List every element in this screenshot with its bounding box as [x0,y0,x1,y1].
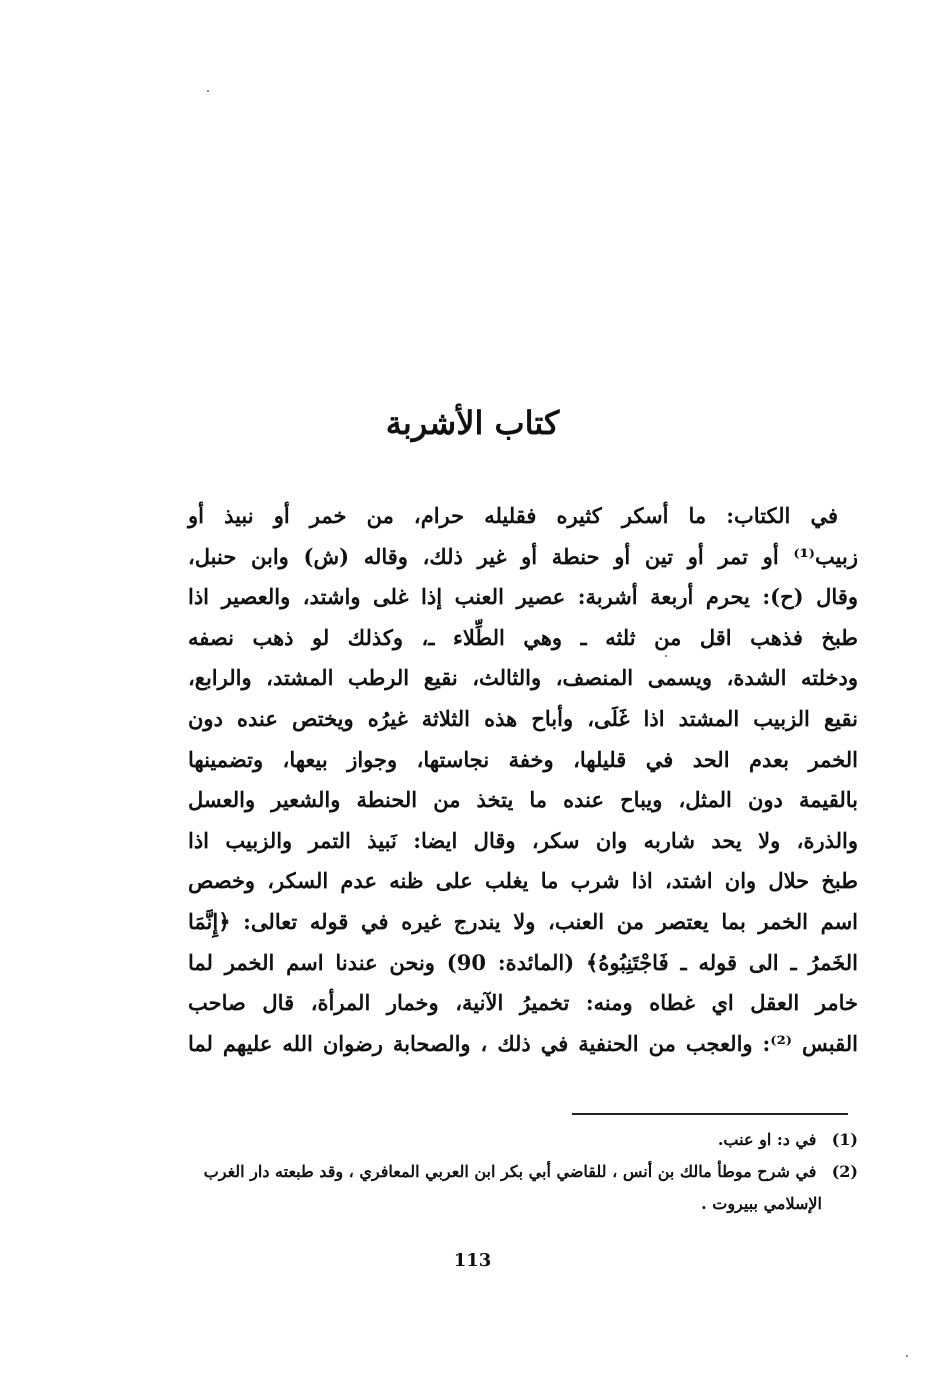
body-line: القبس ⁽²⁾: والعجب من الحنفية في ذلك ، والصحابة رضوان الله عليهم لما [188,1030,858,1056]
footnote-2 [176,1156,858,1188]
body-line: طبخ حلال وان اشتد، اذا شرب ما يغلب على ظنه عدم السكر، وخصص [188,868,858,894]
scan-speck [207,90,209,92]
footnote-text: في شرح موطأ مالك بن أنس ، للقاضي أبي بكر ابن العربي المعافري ، وقد طبعته دار الغرب [203,1162,817,1181]
footnote-number: (2) [831,1162,858,1181]
body-line: الخَمرُ ـ الى قوله ـ فَاجْتَنِبُوهُ﴾ (المائدة: 90) ونحن عندنا اسم الخمر لما [188,949,858,975]
footnote-divider [572,1113,848,1115]
body-line: ودخلته الشدة، ويسمى المنصف، والثالث، نقيع الرطب المشتد، والرابع، [188,665,858,691]
body-line: والذرة، ولا يحد شاربه وان سكر، وقال ايضا: نَبيذ التمر والزبيب اذا [188,827,858,853]
body-line: في الكتاب: ما أسكر كثيره فقليله حرام، من خمر أو نبيذ أو [188,503,838,528]
body-line: زبيب⁽¹⁾ أو تمر أو تين أو حنطة أو غير ذلك، وقاله (ش) وابن حنبل، [188,543,858,569]
body-line: طبخ فذهب اقل من ثلثه ـ وهي الطِّلاء ـ، وكذلك لو ذهب نصفه [188,624,858,650]
footnotes [176,1124,858,1220]
chapter-title: كتاب الأشربة [385,404,560,442]
body-line: نقيع الزبيب المشتد اذا غَلَى، وأباح هذه الثلاثة غيرُه ويختص عنده دون [188,705,858,731]
body-line: اسم الخمر بما يعتصر من العنب، ولا يندرج غيره في قوله تعالى: ﴿إِنَّمَا [188,908,858,934]
footnote-text: في د: او عنب. [717,1130,817,1149]
scan-speck [906,1355,908,1357]
footnote-number: (1) [831,1130,858,1149]
footnote-continuation: الإسلامي ببيروت . [701,1194,822,1213]
footnote-1 [176,1124,858,1156]
body-line: خامر العقل اي غطاه ومنه: تخميرُ الآنية، وخمار المرأة، قال صاحب [188,990,858,1016]
body-line: الخمر بعدم الحد في قليلها، وخفة نجاستها، وجواز بيعها، وتضمينها [188,746,858,772]
page-number: 113 [453,1250,492,1271]
scan-speck [665,655,667,657]
body-line: وقال (ح): يحرم أربعة أشربة: عصير العنب إذا غلى واشتد، والعصير اذا [188,584,858,610]
body-text [188,496,858,1064]
body-line: بالقيمة دون المثل، ويباح عنده ما يتخذ من الحنطة والشعير والعسل [188,787,858,813]
